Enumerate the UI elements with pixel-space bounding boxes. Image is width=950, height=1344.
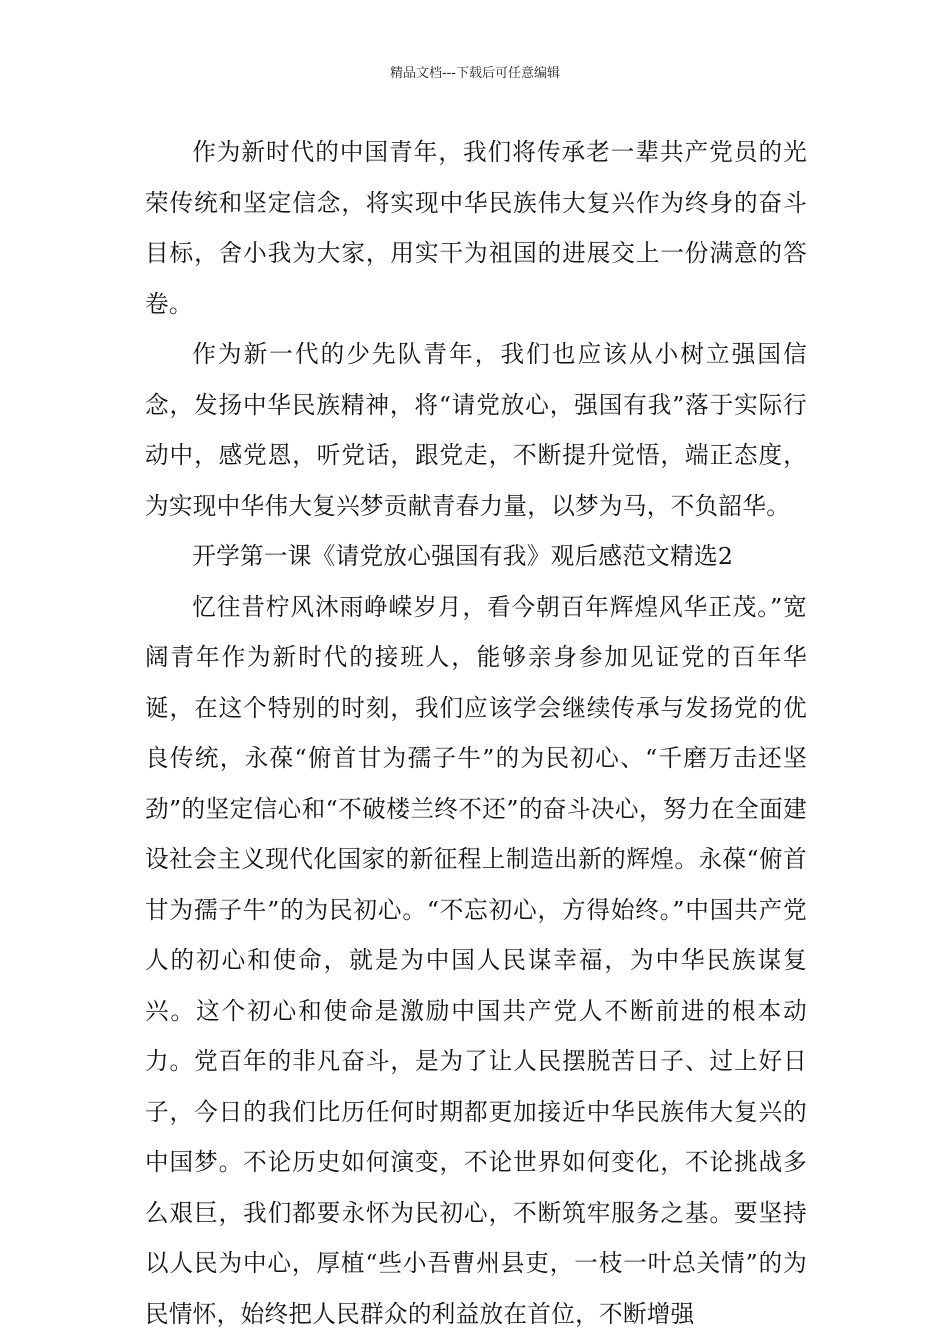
paragraph: 作为新时代的中国青年，我们将传承老一辈共产党员的光荣传统和坚定信念，将实现中华民族伟大复兴作为终身的奋斗目标，舍小我为大家，用实干为祖国的进展交上一份满意的答卷。: [145, 138, 807, 318]
document-body: [145, 127, 807, 1339]
paragraph: 作为新一代的少先队青年，我们也应该从小树立强国信念，发扬中华民族精神，将“请党放心，强国有我”落于实际行动中，感党恩，听党话，跟党走，不断提升觉悟，端正态度，为实现中华伟大复兴梦贡献青春力量，以梦为马，不负韶华。: [145, 340, 807, 520]
section-title: 开学第一课《请党放心强国有我》观后感范文精选2: [192, 542, 734, 570]
page-header: 精品文档---下载后可任意编辑: [389, 66, 561, 81]
paragraph: 忆往昔柠风沐雨峥嵘岁月，看今朝百年辉煌风华正茂。”宽阔青年作为新时代的接班人，能够亲身参加见证党的百年华诞，在这个特别的时刻，我们应该学会继续传承与发扬党的优良传统，永葆“俯首甘为孺子牛”的为民初心、“千磨万击还坚劲”的坚定信心和“不破楼兰终不还”的奋斗决心，努力在全面建设社会主义现代化国家的新征程上制造出新的辉煌。永葆“俯首甘为孺子牛”的为民初心。“不忘初心，方得始终。”中国共产党人的初心和使命，就是为中国人民谋幸福，为中华民族谋复兴。这个初心和使命是激励中国共产党人不断前进的根本动力。党百年的非凡奋斗，是为了让人民摆脱苦日子、过上好日子，今日的我们比历任何时期都更加接近中华民族伟大复兴的中国梦。不论历史如何演变，不论世界如何变化，不论挑战多么艰巨，我们都要永怀为民初心，不断筑牢服务之基。要坚持以人民为中心，厚植“些小吾曹州县吏，一枝一叶总关情”的为民情怀，始终把人民群众的利益放在首位，不断增强: [145, 592, 807, 1328]
